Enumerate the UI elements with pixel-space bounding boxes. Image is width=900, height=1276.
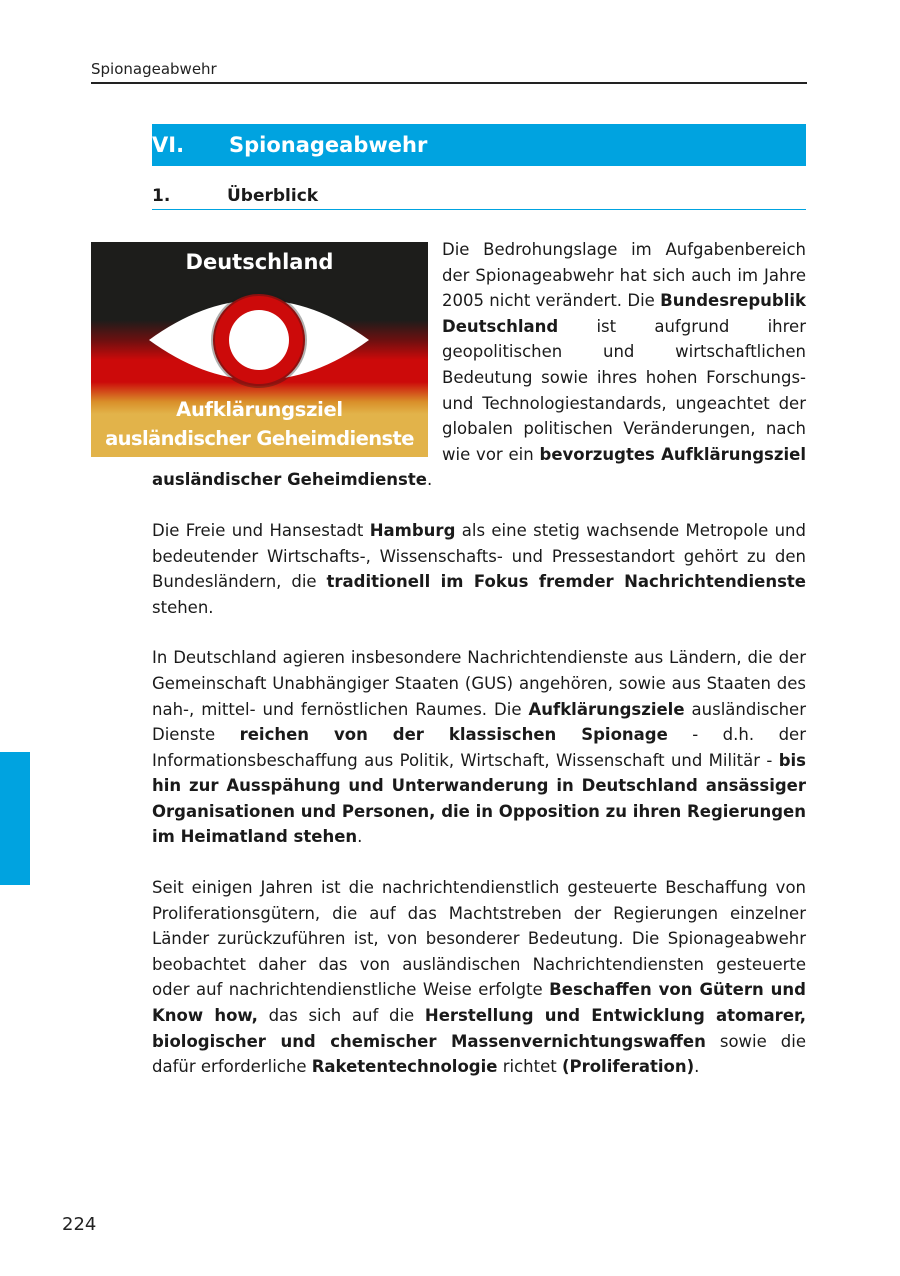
- section-heading: [152, 186, 806, 210]
- logo-caption-line1: Aufklärungsziel: [176, 398, 343, 421]
- section-number: 1.: [152, 186, 171, 206]
- paragraph-3: In Deutschland agieren insbesondere Nachrichtendienste aus Ländern, die der Gemeinschaft Unabhängiger Staaten (GUS) angehören, sowie aus Staaten des nah-, mittel- und fernöstlichen Raumes. Die Aufklärungsziele ausländischer Dienste reichen von der klassischen Spionage - d.h. der Informationsbeschaffung aus Politik, Wirtschaft, Wissenschaft und Militär - bis hin zur Ausspähung und Unterwanderung in Deutschland ansässiger Organisationen und Personen, die in Opposition zu ihren Regierungen im Heimatland stehen.: [152, 648, 806, 847]
- chapter-heading: [152, 124, 806, 166]
- chapter-side-tab: [0, 752, 30, 885]
- logo-title: Deutschland: [185, 250, 334, 274]
- chapter-title: Spionageabwehr: [229, 133, 428, 157]
- chapter-number: VI.: [152, 133, 185, 157]
- germany-eye-logo: [91, 242, 428, 457]
- section-title: Überblick: [227, 186, 319, 206]
- paragraph-1: Die Bedrohungslage im Aufgabenbereich der Spionageabwehr hat sich auch im Jahre 2005 nicht verändert. Die Bundesrepublik Deutschland ist aufgrund ihrer geopolitischen und wirtschaftlichen Bedeutung sowie ihres hohen Forschungs- und Technologiestandards, ungeachtet der globalen politischen Veränderungen, nach wie vor ein bevorzugtes Aufklärungsziel ausländischer Geheimdienste.: [152, 240, 806, 490]
- body-text: [105, 237, 807, 1105]
- paragraph-2: Die Freie und Hansestadt Hamburg als eine stetig wachsende Metropole und bedeutender Wirtschafts-, Wissenschafts- und Pressestandort gehört zu den Bundesländern, die traditionell im Fokus fremder Nachrichtendienste stehen.: [152, 520, 806, 617]
- logo-caption-line2: ausländischer Geheimdienste: [105, 427, 414, 450]
- page-number: 224: [62, 1214, 97, 1235]
- paragraph-4: Seit einigen Jahren ist die nachrichtendienstlich gesteuerte Beschaffung von Proliferationsgütern, die auf das Machtstreben der Regierungen einzelner Länder zurückzuführen ist, von besonderer Bedeutung. Die Spionageabwehr beobachtet daher das von ausländischen Nachrichtendiensten gesteuerte oder auf nachrichtendienstliche Weise erfolgte Beschaffen von Gütern und Know how, das sich auf die Herstellung und Entwicklung atomarer, biologischer und chemischer Massenvernichtungswaffen sowie die dafür erforderliche Raketentechnologie richtet (Proliferation).: [152, 878, 807, 1077]
- running-header: Spionageabwehr: [91, 60, 807, 84]
